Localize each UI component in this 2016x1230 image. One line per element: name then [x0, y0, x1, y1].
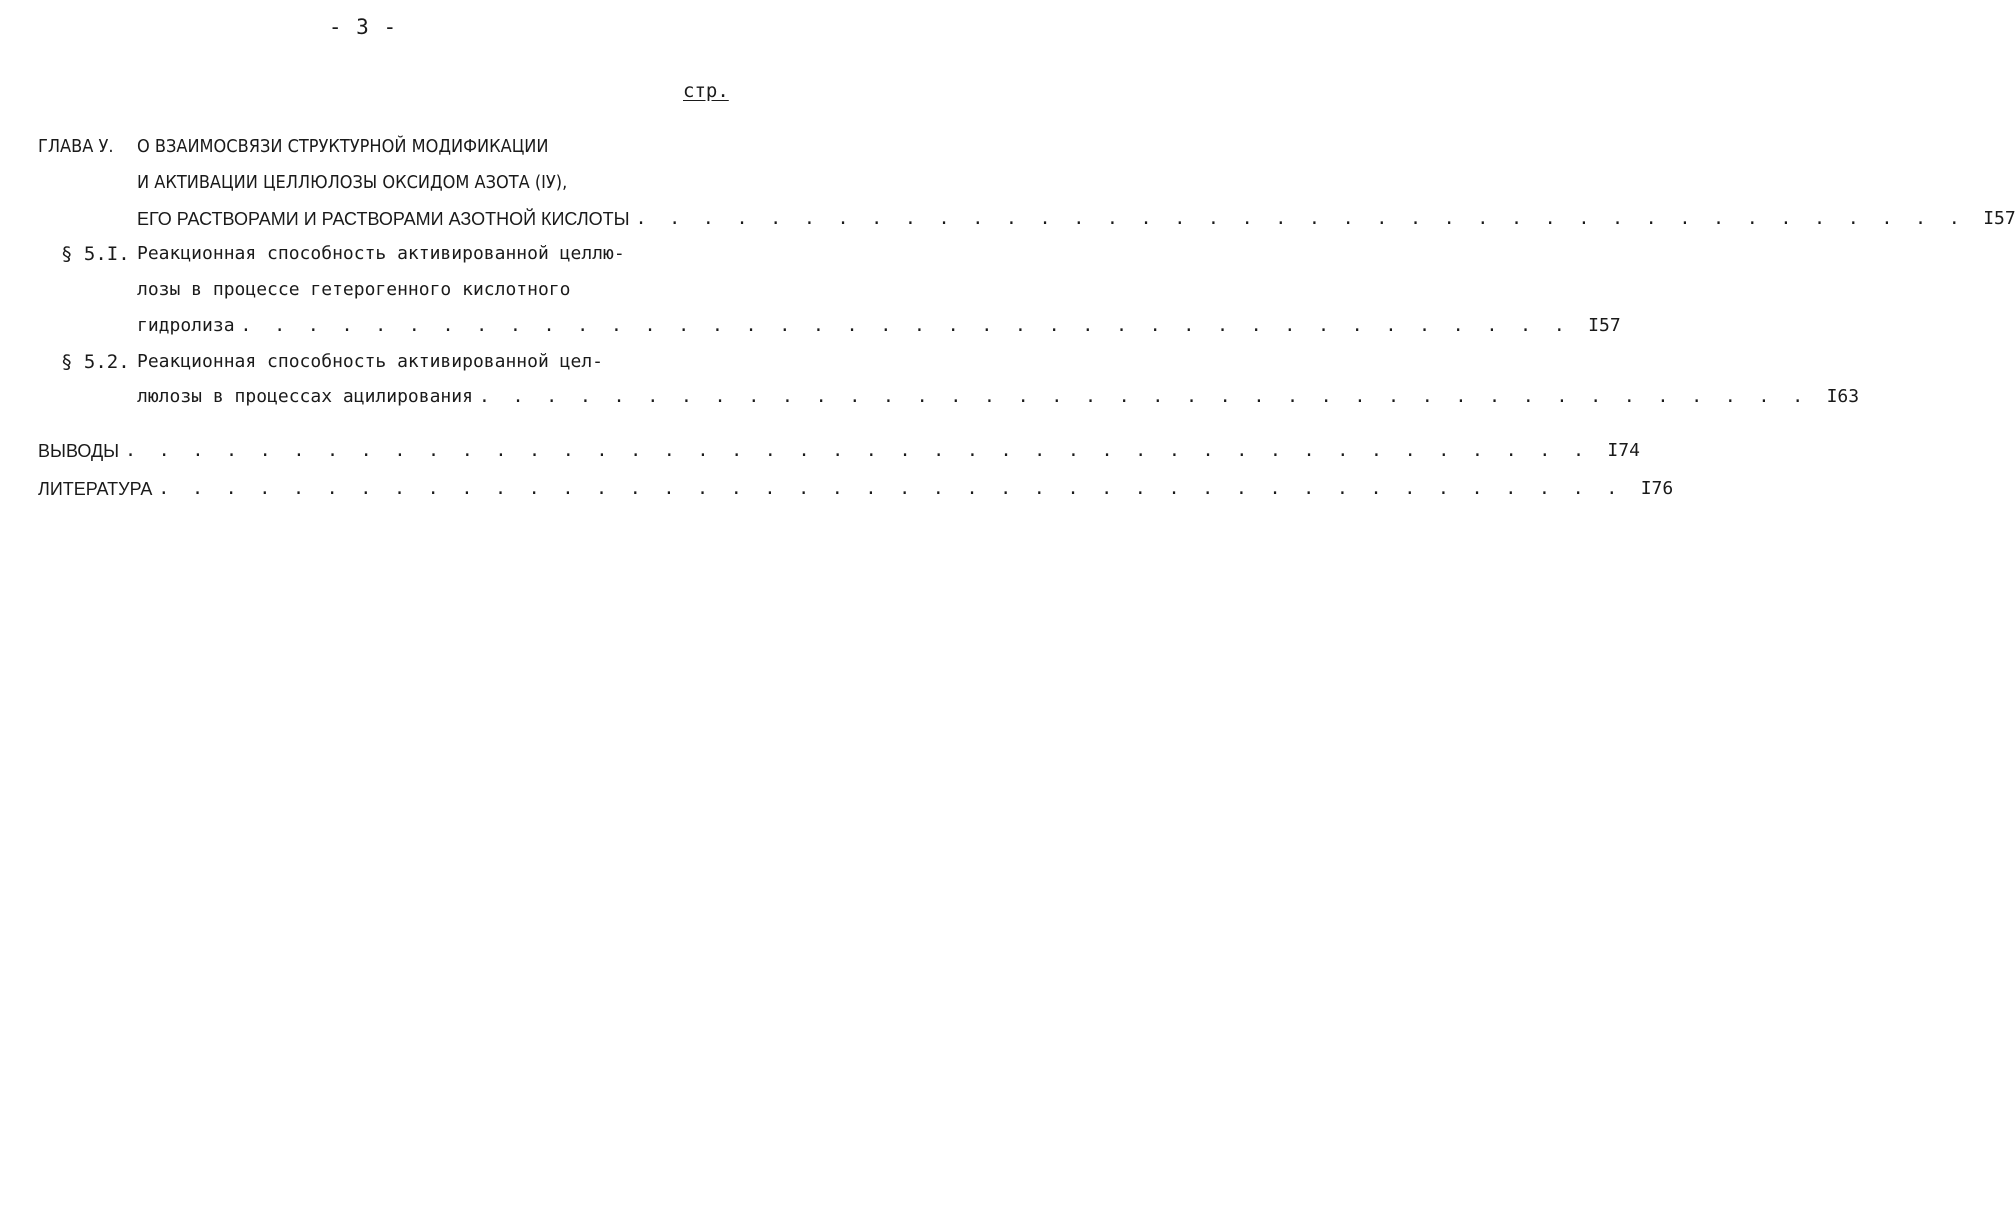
page-ref: I76	[1640, 478, 1674, 499]
section-title-line-3-row	[137, 314, 1621, 338]
section-title-line-1: Реакционная способность активированной цел-	[137, 351, 603, 372]
section-title-line-1: Реакционная способность активированной целлю-	[137, 243, 625, 264]
dot-leader: . . . . . . . . . . . . . . . . . . . . . . . . . . . . . . . . . . . . . . . .	[240, 315, 1571, 336]
dot-leader: . . . . . . . . . . . . . . . . . . . . . . . . . . . . . . . . . . . . . . . . . . . .	[158, 478, 1624, 499]
page-number: - 3 -	[328, 15, 398, 39]
page-ref: I74	[1607, 440, 1640, 461]
section-label: § 5.I.	[61, 243, 130, 265]
literature-label: ЛИТЕРАТУРА	[38, 479, 153, 499]
section-title-line-3: гидролиза	[137, 315, 235, 336]
section-title-line-2: лозы в процессе гетерогенного кислотного	[137, 279, 571, 300]
section-label: § 5.2.	[61, 351, 130, 373]
chapter-title-line-3-row	[137, 207, 2016, 231]
page-ref: I57	[1983, 208, 2016, 229]
dot-leader: . . . . . . . . . . . . . . . . . . . . . . . . . . . . . . . . . . . . . . . .	[478, 386, 1810, 407]
page-ref: I57	[1588, 315, 1621, 336]
dot-leader: . . . . . . . . . . . . . . . . . . . . . . . . . . . . . . . . . . . . . . . .	[635, 208, 1966, 229]
conclusions-label: ВЫВОДЫ	[38, 441, 120, 461]
page-ref: I63	[1826, 386, 1860, 407]
section-title-line-2: люлозы в процессах ацилирования	[137, 386, 473, 407]
page-column-label: стр.	[683, 80, 729, 102]
chapter-title-line-1: О ВЗАИМОСВЯЗИ СТРУКТУРНОЙ МОДИФИКАЦИИ	[137, 136, 549, 157]
chapter-title-line-3: ЕГО РАСТВОРАМИ И РАСТВОРАМИ АЗОТНОЙ КИСЛОТЫ	[137, 209, 630, 229]
section-title-line-2-row	[137, 385, 1860, 409]
toc-entry-literature[interactable]	[38, 477, 1674, 501]
chapter-label: ГЛАВА У.	[38, 136, 114, 157]
toc-entry-conclusions[interactable]	[38, 439, 1640, 463]
chapter-title-line-2: И АКТИВАЦИИ ЦЕЛЛЮЛОЗЫ ОКСИДОМ АЗОТА (IУ),	[137, 172, 568, 193]
dot-leader: . . . . . . . . . . . . . . . . . . . . . . . . . . . . . . . . . . . . . . . . . . . .	[125, 440, 1590, 461]
